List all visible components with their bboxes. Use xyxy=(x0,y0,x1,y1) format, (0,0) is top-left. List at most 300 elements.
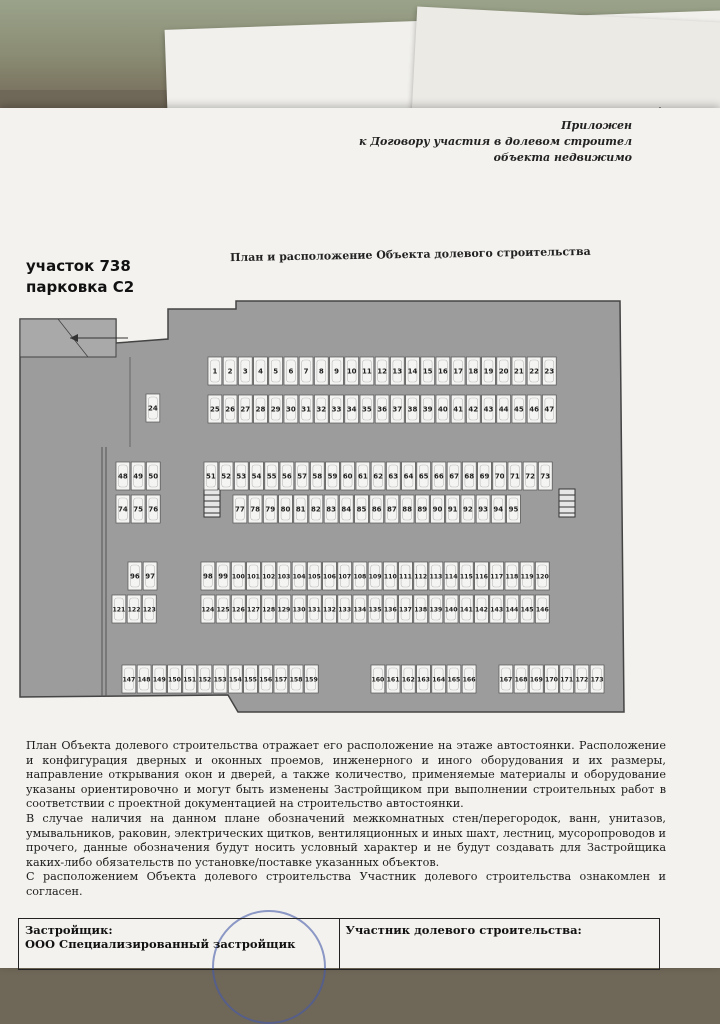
parking-spot-135 xyxy=(368,595,382,623)
parking-spot-53 xyxy=(234,462,248,490)
parking-spot-119 xyxy=(520,562,534,590)
parking-spot-label: 59 xyxy=(327,472,338,481)
parking-spot-label: 24 xyxy=(148,404,158,413)
parking-spot-label: 20 xyxy=(498,367,509,376)
parking-spot-label: 109 xyxy=(368,573,382,581)
parking-spot-133 xyxy=(338,595,352,623)
parking-spot-154 xyxy=(228,665,242,693)
parking-spot-57 xyxy=(295,462,309,490)
parking-spot-29 xyxy=(269,395,283,423)
parking-spot-label: 78 xyxy=(250,505,260,514)
parking-spot-label: 157 xyxy=(274,676,288,684)
parking-spot-111 xyxy=(399,562,413,590)
parking-spot-94 xyxy=(491,495,505,523)
parking-spot-label: 114 xyxy=(444,573,458,581)
stairs-left-icon xyxy=(204,489,220,517)
parking-spot-label: 30 xyxy=(286,405,296,414)
parking-spot-127 xyxy=(247,595,261,623)
parking-spot-11 xyxy=(360,357,374,385)
parking-spot-label: 152 xyxy=(198,676,212,684)
parking-spot-label: 134 xyxy=(353,606,367,614)
parking-spot-146 xyxy=(535,595,549,623)
parking-spot-label: 72 xyxy=(525,472,535,481)
parking-spot-147 xyxy=(122,665,136,693)
parking-spot-label: 95 xyxy=(508,505,519,514)
parking-spot-label: 62 xyxy=(373,472,383,481)
parking-spot-87 xyxy=(385,495,399,523)
parking-spot-124 xyxy=(201,595,215,623)
parking-spot-label: 164 xyxy=(432,676,446,684)
parking-spot-label: 161 xyxy=(386,676,400,684)
parking-spot-89 xyxy=(415,495,429,523)
parking-spot-label: 132 xyxy=(323,606,336,614)
parking-spot-56 xyxy=(280,462,294,490)
parking-spot-101 xyxy=(247,562,261,590)
parking-spot-label: 171 xyxy=(560,676,574,684)
parking-spot-label: 111 xyxy=(399,573,412,581)
parking-spot-16 xyxy=(436,357,450,385)
parking-spot-label: 53 xyxy=(236,472,247,481)
parking-spot-label: 115 xyxy=(459,573,473,581)
parking-spot-label: 123 xyxy=(142,606,156,614)
parking-spot-label: 166 xyxy=(462,676,476,684)
parking-spot-label: 85 xyxy=(356,505,367,514)
parking-spot-label: 23 xyxy=(544,367,555,376)
parking-spot-label: 106 xyxy=(323,573,336,581)
parking-spot-149 xyxy=(152,665,166,693)
parking-spot-65 xyxy=(417,462,431,490)
parking-spot-145 xyxy=(520,595,534,623)
parking-spot-97 xyxy=(143,562,157,590)
parking-spot-label: 119 xyxy=(520,573,534,581)
parking-spot-label: 127 xyxy=(247,606,260,614)
parking-spot-131 xyxy=(307,595,321,623)
parking-spot-label: 74 xyxy=(118,505,128,514)
parking-spot-label: 113 xyxy=(429,573,443,581)
parking-spot-82 xyxy=(309,495,323,523)
description-paragraph-3: С расположением Объекта долевого строительства Участник долевого строительства ознакомлен и согласен. xyxy=(26,870,666,898)
parking-spot-label: 110 xyxy=(383,573,397,581)
parking-spot-label: 50 xyxy=(148,472,159,481)
parking-spot-39 xyxy=(421,395,435,423)
parking-spot-label: 89 xyxy=(417,505,428,514)
parking-spot-label: 155 xyxy=(244,676,257,684)
parking-spot-label: 94 xyxy=(493,505,504,514)
parking-spot-label: 108 xyxy=(353,573,367,581)
parking-spot-69 xyxy=(478,462,492,490)
parking-spot-34 xyxy=(345,395,359,423)
parking-spot-label: 4 xyxy=(258,367,263,376)
parking-spot-106 xyxy=(323,562,337,590)
parking-spot-95 xyxy=(507,495,521,523)
parking-spot-label: 38 xyxy=(407,405,418,414)
parking-spot-2 xyxy=(223,357,237,385)
parking-spot-label: 3 xyxy=(242,367,248,376)
parking-spot-label: 158 xyxy=(289,676,303,684)
description-paragraph-2: В случае наличия на данном плане обозначений межкомнатных стен/перегородок, ванн, унитазов, умывальников, раковин, электрических щитков, вентиляционных и иных шахт, лестниц, мусоропроводов и прочего, данные обозначения будут носить условный характер и не будут создавать для Застройщика каких-либо обязательств по установке/поставке указанных объектов. xyxy=(26,811,666,869)
parking-spot-134 xyxy=(353,595,367,623)
parking-spot-45 xyxy=(512,395,526,423)
parking-spot-71 xyxy=(508,462,522,490)
parking-spot-54 xyxy=(250,462,264,490)
parking-spot-41 xyxy=(451,395,465,423)
parking-spot-label: 33 xyxy=(331,405,342,414)
parking-spot-173 xyxy=(590,665,604,693)
parking-spot-label: 156 xyxy=(259,676,273,684)
parking-spot-label: 116 xyxy=(475,573,488,581)
parking-spot-138 xyxy=(414,595,428,623)
parking-spot-label: 82 xyxy=(311,505,321,514)
parking-spot-label: 117 xyxy=(490,573,504,581)
parking-spot-152 xyxy=(198,665,212,693)
parking-spot-label: 86 xyxy=(371,505,382,514)
parking-spot-label: 120 xyxy=(535,573,549,581)
parking-spot-label: 167 xyxy=(499,676,513,684)
parking-spot-102 xyxy=(262,562,276,590)
parking-spot-31 xyxy=(299,395,313,423)
parking-spot-14 xyxy=(406,357,420,385)
parking-spot-label: 5 xyxy=(273,367,279,376)
parking-spot-112 xyxy=(414,562,428,590)
parking-spot-label: 131 xyxy=(307,606,321,614)
parking-spot-17 xyxy=(451,357,465,385)
parking-spot-156 xyxy=(259,665,273,693)
parking-spot-153 xyxy=(213,665,227,693)
parking-spot-33 xyxy=(330,395,344,423)
parking-spot-label: 102 xyxy=(262,573,276,581)
parking-spot-148 xyxy=(137,665,151,693)
signature-table xyxy=(18,918,660,970)
parking-spot-label: 142 xyxy=(475,606,488,614)
parking-spot-label: 18 xyxy=(468,367,479,376)
parking-spot-99 xyxy=(216,562,230,590)
parking-spot-label: 6 xyxy=(288,367,294,376)
parking-spot-168 xyxy=(514,665,528,693)
parking-spot-label: 12 xyxy=(377,367,387,376)
parking-spot-label: 35 xyxy=(362,405,372,414)
parking-spot-105 xyxy=(307,562,321,590)
parking-spot-label: 58 xyxy=(312,472,323,481)
parking-spot-label: 81 xyxy=(295,505,306,514)
parking-spot-155 xyxy=(244,665,258,693)
parking-spot-157 xyxy=(274,665,288,693)
parking-spot-125 xyxy=(216,595,230,623)
parking-spot-label: 79 xyxy=(265,505,276,514)
parking-spot-141 xyxy=(459,595,473,623)
parking-spot-label: 22 xyxy=(529,367,539,376)
parking-spot-84 xyxy=(339,495,353,523)
parking-spot-label: 93 xyxy=(478,505,488,514)
parking-spot-label: 76 xyxy=(148,505,159,514)
parking-spot-label: 46 xyxy=(529,405,539,414)
parking-spot-label: 25 xyxy=(210,405,220,414)
document-title: План и расположение Объекта долевого строительства xyxy=(229,244,591,265)
parking-spot-126 xyxy=(231,595,245,623)
parking-spot-label: 126 xyxy=(231,606,245,614)
parking-spot-136 xyxy=(383,595,397,623)
parking-spot-114 xyxy=(444,562,458,590)
parking-spot-129 xyxy=(277,595,291,623)
parking-spot-label: 11 xyxy=(362,367,372,376)
parking-spot-label: 77 xyxy=(235,505,245,514)
parking-spot-label: 67 xyxy=(449,472,459,481)
parking-spot-81 xyxy=(294,495,308,523)
parking-spot-label: 154 xyxy=(228,676,242,684)
parking-spot-20 xyxy=(497,357,511,385)
parking-spot-170 xyxy=(545,665,559,693)
parking-spot-62 xyxy=(371,462,385,490)
plan-description xyxy=(26,739,666,900)
parking-spot-label: 165 xyxy=(447,676,461,684)
parking-spot-label: 28 xyxy=(255,405,266,414)
parking-spot-label: 54 xyxy=(251,472,262,481)
parking-spot-12 xyxy=(375,357,389,385)
parking-spot-117 xyxy=(490,562,504,590)
parking-spot-label: 17 xyxy=(453,367,463,376)
parking-spot-label: 63 xyxy=(388,472,399,481)
parking-spot-122 xyxy=(127,595,141,623)
parking-spot-label: 98 xyxy=(203,572,213,581)
parking-spot-label: 141 xyxy=(459,606,473,614)
parking-spot-80 xyxy=(279,495,293,523)
parking-spot-130 xyxy=(292,595,306,623)
parking-spot-46 xyxy=(527,395,541,423)
parking-spot-label: 90 xyxy=(432,505,443,514)
parking-spot-label: 135 xyxy=(368,606,382,614)
parking-spot-64 xyxy=(402,462,416,490)
participant-cell xyxy=(339,919,660,969)
parking-spot-13 xyxy=(390,357,404,385)
parking-spot-label: 39 xyxy=(422,405,433,414)
parking-spot-151 xyxy=(183,665,197,693)
parking-spot-108 xyxy=(353,562,367,590)
parking-spot-142 xyxy=(475,595,489,623)
parking-spot-label: 133 xyxy=(338,606,352,614)
developer-cell xyxy=(19,919,339,969)
parking-spot-label: 99 xyxy=(218,572,228,581)
parking-spot-label: 144 xyxy=(505,606,519,614)
parking-spot-1 xyxy=(208,357,222,385)
parking-plan xyxy=(18,297,630,722)
parking-spot-63 xyxy=(386,462,400,490)
parking-spot-61 xyxy=(356,462,370,490)
parking-plan-drawing xyxy=(18,297,630,722)
parking-spot-121 xyxy=(112,595,126,623)
parking-spot-59 xyxy=(326,462,340,490)
parking-spot-label: 31 xyxy=(301,405,311,414)
developer-name: ООО Специализированный застройщик xyxy=(25,937,296,951)
parking-spot-66 xyxy=(432,462,446,490)
parking-spot-58 xyxy=(310,462,324,490)
parking-spot-label: 169 xyxy=(529,676,543,684)
parking-spot-label: 57 xyxy=(297,472,307,481)
parking-spot-92 xyxy=(461,495,475,523)
parking-spot-3 xyxy=(238,357,252,385)
parking-spot-label: 7 xyxy=(303,367,309,376)
parking-spot-96 xyxy=(128,562,142,590)
parking-spot-label: 37 xyxy=(392,405,403,414)
parking-spot-label: 87 xyxy=(387,505,397,514)
parking-spot-label: 162 xyxy=(401,676,415,684)
parking-spot-7 xyxy=(299,357,313,385)
parking-spot-90 xyxy=(431,495,445,523)
participant-label: Участник долевого строительства: xyxy=(345,923,582,937)
parking-spot-55 xyxy=(265,462,279,490)
parking-spot-label: 16 xyxy=(438,367,448,376)
parking-spot-22 xyxy=(527,357,541,385)
parking-spot-74 xyxy=(116,495,130,523)
parking-spot-label: 60 xyxy=(342,472,353,481)
parking-spot-label: 68 xyxy=(464,472,475,481)
parking-spot-18 xyxy=(466,357,480,385)
parking-spot-43 xyxy=(482,395,496,423)
parking-spot-150 xyxy=(168,665,182,693)
parking-spot-50 xyxy=(146,462,160,490)
parking-spot-51 xyxy=(204,462,218,490)
parking-spot-label: 19 xyxy=(483,367,494,376)
parking-spot-label: 49 xyxy=(133,472,143,481)
parking-spot-label: 42 xyxy=(468,405,479,414)
parking-spot-label: 52 xyxy=(221,472,231,481)
parking-spot-76 xyxy=(146,495,160,523)
parking-spot-label: 97 xyxy=(145,572,155,581)
parking-spot-label: 103 xyxy=(277,573,291,581)
parking-spot-143 xyxy=(490,595,504,623)
developer-label: Застройщик: xyxy=(25,923,113,937)
parking-spot-37 xyxy=(390,395,404,423)
parking-spot-161 xyxy=(386,665,400,693)
parking-spot-100 xyxy=(231,562,245,590)
parking-spot-label: 80 xyxy=(280,505,291,514)
parking-spot-label: 61 xyxy=(358,472,368,481)
parking-spot-109 xyxy=(368,562,382,590)
parking-spot-label: 45 xyxy=(514,405,524,414)
parking-spot-label: 44 xyxy=(498,405,509,414)
parking-spot-79 xyxy=(263,495,277,523)
parking-spot-98 xyxy=(201,562,215,590)
plot-number: участок 738 xyxy=(26,257,131,275)
parking-spot-28 xyxy=(254,395,268,423)
parking-spot-label: 84 xyxy=(341,505,352,514)
parking-spot-107 xyxy=(338,562,352,590)
parking-spot-40 xyxy=(436,395,450,423)
parking-spot-label: 41 xyxy=(453,405,463,414)
parking-spot-83 xyxy=(324,495,338,523)
parking-spot-88 xyxy=(400,495,414,523)
parking-spot-label: 112 xyxy=(414,573,428,581)
parking-spot-label: 160 xyxy=(371,676,385,684)
parking-spot-label: 8 xyxy=(318,367,324,376)
parking-spot-label: 14 xyxy=(407,367,418,376)
parking-spot-172 xyxy=(575,665,589,693)
parking-spot-32 xyxy=(314,395,328,423)
parking-spot-165 xyxy=(447,665,461,693)
parking-spot-label: 129 xyxy=(277,606,291,614)
parking-spot-label: 170 xyxy=(545,676,558,684)
parking-spot-139 xyxy=(429,595,443,623)
parking-spot-85 xyxy=(355,495,369,523)
parking-spot-label: 51 xyxy=(206,472,216,481)
parking-spot-label: 105 xyxy=(307,573,321,581)
parking-spot-label: 147 xyxy=(122,676,136,684)
parking-spot-label: 121 xyxy=(112,606,126,614)
parking-spot-6 xyxy=(284,357,298,385)
parking-spot-label: 66 xyxy=(434,472,444,481)
parking-spot-164 xyxy=(432,665,446,693)
parking-spot-169 xyxy=(529,665,543,693)
parking-spot-label: 64 xyxy=(403,472,414,481)
parking-spot-72 xyxy=(523,462,537,490)
parking-spot-123 xyxy=(142,595,156,623)
parking-spot-label: 1 xyxy=(212,367,218,376)
parking-spot-label: 43 xyxy=(483,405,494,414)
parking-spot-103 xyxy=(277,562,291,590)
parking-spot-label: 136 xyxy=(383,606,397,614)
parking-spot-label: 159 xyxy=(304,676,318,684)
parking-spot-label: 91 xyxy=(447,505,458,514)
parking-spot-52 xyxy=(219,462,233,490)
parking-spot-9 xyxy=(330,357,344,385)
parking-spot-113 xyxy=(429,562,443,590)
parking-spot-159 xyxy=(304,665,318,693)
parking-spot-166 xyxy=(462,665,476,693)
parking-spot-label: 92 xyxy=(463,505,473,514)
parking-spot-30 xyxy=(284,395,298,423)
parking-spot-67 xyxy=(447,462,461,490)
parking-spot-label: 70 xyxy=(494,472,505,481)
parking-spot-label: 40 xyxy=(438,405,448,414)
parking-spot-78 xyxy=(248,495,262,523)
plot-label xyxy=(26,256,134,298)
parking-spot-24 xyxy=(146,394,160,422)
parking-spot-label: 149 xyxy=(152,676,166,684)
parking-spot-label: 83 xyxy=(326,505,336,514)
parking-spot-label: 73 xyxy=(540,472,551,481)
parking-spot-label: 96 xyxy=(130,572,140,581)
parking-spot-label: 150 xyxy=(168,676,181,684)
parking-spot-label: 15 xyxy=(422,367,433,376)
parking-spot-144 xyxy=(505,595,519,623)
parking-spot-label: 100 xyxy=(231,573,245,581)
parking-spot-38 xyxy=(406,395,420,423)
parking-spot-118 xyxy=(505,562,519,590)
parking-spot-44 xyxy=(497,395,511,423)
stairs-right-icon xyxy=(559,489,575,517)
parking-spot-label: 130 xyxy=(292,606,306,614)
parking-spot-label: 2 xyxy=(227,367,233,376)
parking-spot-label: 21 xyxy=(514,367,524,376)
parking-spot-label: 107 xyxy=(338,573,352,581)
parking-spot-77 xyxy=(233,495,247,523)
parking-spot-4 xyxy=(254,357,268,385)
parking-spot-label: 145 xyxy=(520,606,534,614)
parking-spot-49 xyxy=(131,462,145,490)
parking-name: парковка С2 xyxy=(26,278,135,296)
parking-spot-label: 34 xyxy=(346,405,357,414)
parking-spot-label: 29 xyxy=(270,405,281,414)
parking-spot-140 xyxy=(444,595,458,623)
parking-spot-label: 163 xyxy=(417,676,430,684)
parking-spot-93 xyxy=(476,495,490,523)
parking-spot-label: 9 xyxy=(334,367,339,376)
parking-spot-label: 88 xyxy=(402,505,412,514)
parking-spot-label: 173 xyxy=(590,676,604,684)
parking-spot-68 xyxy=(462,462,476,490)
parking-spot-label: 71 xyxy=(510,472,520,481)
parking-spot-137 xyxy=(399,595,413,623)
parking-spot-160 xyxy=(371,665,385,693)
parking-spot-label: 139 xyxy=(429,606,443,614)
